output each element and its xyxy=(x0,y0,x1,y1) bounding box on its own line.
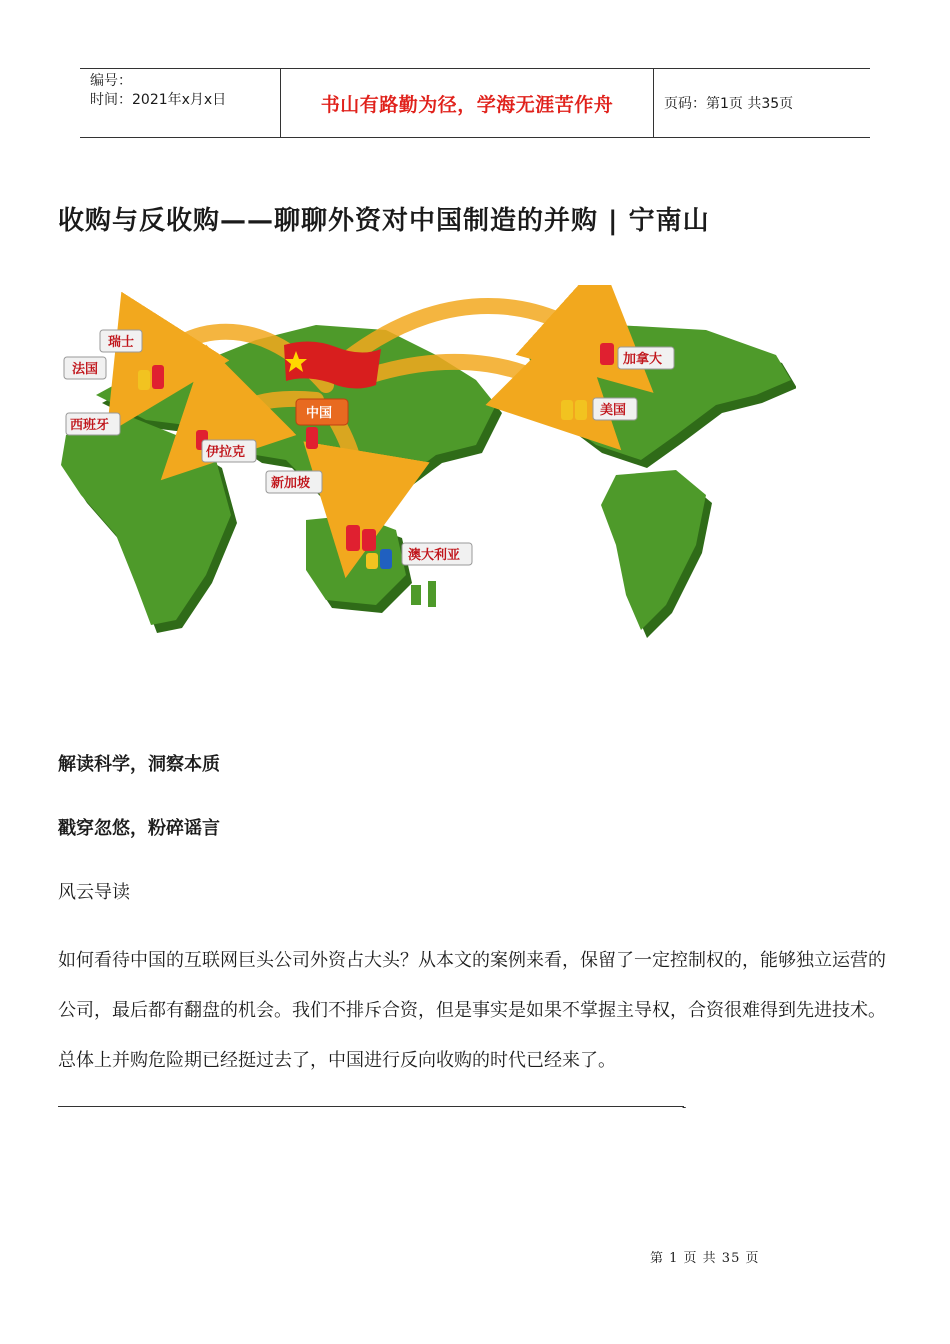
label-singapore xyxy=(266,471,322,493)
section-label: 风云导读 xyxy=(58,882,130,903)
page-info: 页码：第1页 共35页 xyxy=(664,96,794,112)
svg-text:加拿大: 加拿大 xyxy=(623,352,663,367)
svg-text:伊拉克: 伊拉克 xyxy=(206,445,246,460)
separator-end: - xyxy=(682,1100,687,1114)
svg-text:美国: 美国 xyxy=(600,403,627,418)
label-australia xyxy=(402,543,472,565)
svg-text:澳大利亚: 澳大利亚 xyxy=(408,548,461,563)
number-label: 编号： xyxy=(90,73,132,89)
svg-text:法国: 法国 xyxy=(72,362,99,377)
world-map-image xyxy=(56,285,796,675)
label-france xyxy=(64,357,106,379)
label-spain xyxy=(66,413,120,435)
svg-text:西班牙: 西班牙 xyxy=(70,418,110,433)
header-table xyxy=(80,68,870,138)
tagline-1: 解读科学，洞察本质 xyxy=(58,754,220,775)
header-motto-cell xyxy=(281,69,654,137)
time-label: 时间：2021年x月x日 xyxy=(90,92,227,108)
article-title: 收购与反收购——聊聊外资对中国制造的并购 | 宁南山 xyxy=(58,206,710,236)
svg-text:中国: 中国 xyxy=(306,406,333,421)
separator-line xyxy=(58,1106,684,1107)
page-footer: 第 1 页 共 35 页 xyxy=(650,1251,760,1266)
header-page-cell xyxy=(654,69,870,137)
label-switzerland xyxy=(100,330,142,352)
motto: 书山有路勤为径，学海无涯苦作舟 xyxy=(320,93,614,116)
label-canada xyxy=(618,347,674,369)
label-usa xyxy=(593,398,637,420)
intro-paragraph: 如何看待中国的互联网巨头公司外资占大头？从本文的案例来看，保留了一定控制权的，能够独立运营的公司，最后都有翻盘的机会。我们不排斥合资，但是事实是如果不掌握主导权，合资很难得到先进技术。总体上并购危险期已经挺过去了，中国进行反向收购的时代已经来了。 xyxy=(58,950,886,1071)
header-meta-cell xyxy=(80,69,281,137)
label-iraq xyxy=(202,440,256,462)
tagline-2: 戳穿忽悠，粉碎谣言 xyxy=(58,818,220,839)
svg-text:瑞士: 瑞士 xyxy=(108,335,135,350)
land-masses xyxy=(61,325,796,638)
label-china xyxy=(296,399,348,425)
svg-text:新加坡: 新加坡 xyxy=(271,476,311,491)
